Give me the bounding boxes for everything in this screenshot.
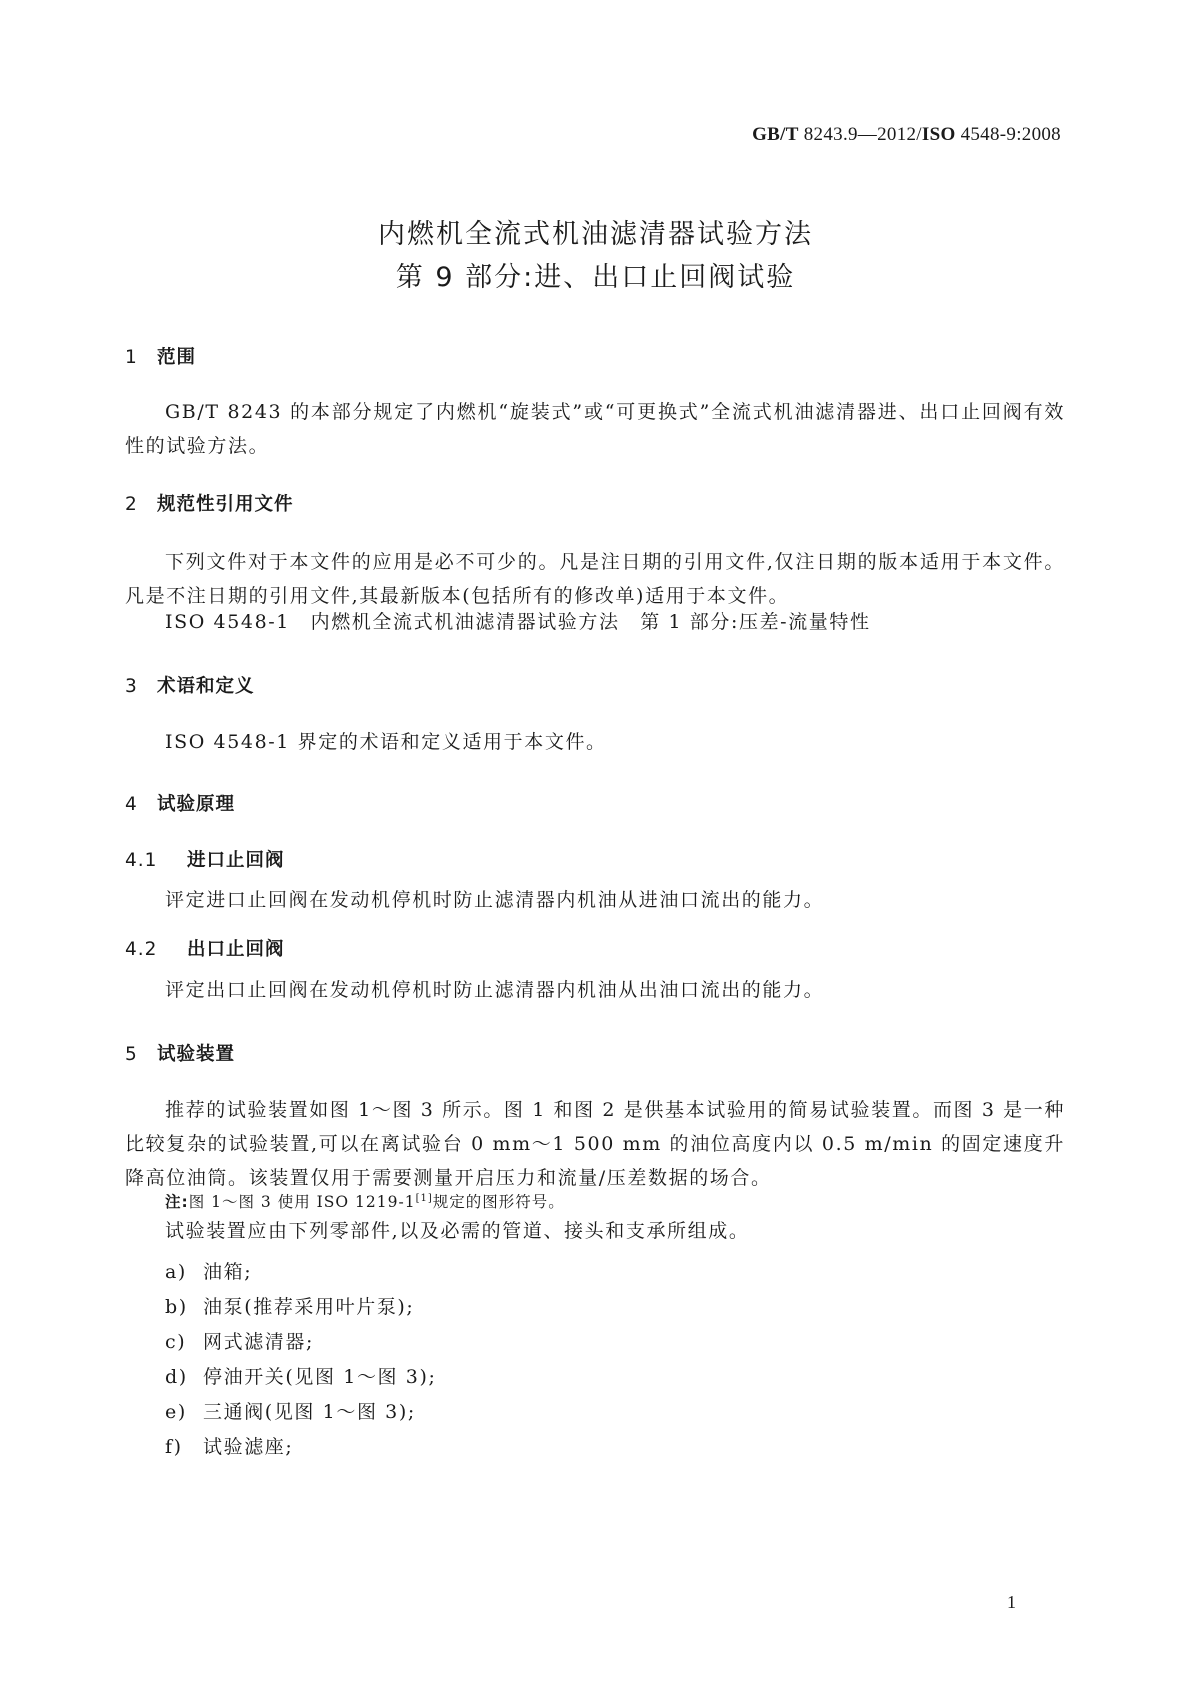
section-3-heading: 3 术语和定义	[125, 676, 255, 697]
section-1-heading: 1 范围	[125, 347, 197, 368]
section-4-1-heading: 4.1 进口止回阀	[125, 850, 285, 871]
normative-reference: ISO 4548-1 内燃机全流式机油滤清器试验方法 第 1 部分:压差-流量特性	[165, 611, 871, 633]
section-4-2-heading: 4.2 出口止回阀	[125, 939, 285, 960]
list-item: d) 停油开关(见图 1～图 3);	[165, 1366, 437, 1388]
list-item: e) 三通阀(见图 1～图 3);	[165, 1401, 416, 1423]
section-4-1-paragraph: 评定进口止回阀在发动机停机时防止滤清器内机油从进油口流出的能力。	[165, 889, 825, 911]
list-intro: 试验装置应由下列零部件,以及必需的管道、接头和支承所组成。	[165, 1220, 750, 1242]
standard-number: GB/T 8243.9—2012/ISO 4548-9:2008	[752, 124, 1061, 145]
list-item: f) 试验滤座;	[165, 1436, 294, 1458]
page-number: 1	[1007, 1592, 1016, 1612]
document-title: 内燃机全流式机油滤清器试验方法	[378, 219, 813, 250]
section-3-paragraph: ISO 4548-1 界定的术语和定义适用于本文件。	[165, 731, 607, 753]
list-item: a) 油箱;	[165, 1261, 253, 1283]
section-2-heading: 2 规范性引用文件	[125, 494, 294, 515]
section-1-paragraph: GB/T 8243 的本部分规定了内燃机“旋装式”或“可更换式”全流式机油滤清器进、出口止回阀有效性的试验方法。	[125, 401, 1065, 457]
document-subtitle: 第 9 部分:进、出口止回阀试验	[395, 262, 796, 293]
section-4-2-paragraph: 评定出口止回阀在发动机停机时防止滤清器内机油从出油口流出的能力。	[165, 979, 825, 1001]
section-5-paragraph: 推荐的试验装置如图 1～图 3 所示。图 1 和图 2 是供基本试验用的简易试验装置。而图 3 是一种比较复杂的试验装置,可以在离试验台 0 mm～1 500 mm 的油位高度内以 0.5 m/min 的固定速度升降高位油筒。该装置仅用于需要测量开启压力和流量/压差数据的场合。	[125, 1099, 1065, 1189]
section-5-heading: 5 试验装置	[125, 1044, 236, 1065]
section-2-paragraph: 下列文件对于本文件的应用是必不可少的。凡是注日期的引用文件,仅注日期的版本适用于本文件。凡是不注日期的引用文件,其最新版本(包括所有的修改单)适用于本文件。	[125, 551, 1065, 607]
note: 注:图 1～图 3 使用 ISO 1219-1[1]规定的图形符号。	[165, 1192, 565, 1211]
section-4-heading: 4 试验原理	[125, 794, 236, 815]
list-item: b) 油泵(推荐采用叶片泵);	[165, 1296, 415, 1318]
list-item: c) 网式滤清器;	[165, 1331, 315, 1353]
